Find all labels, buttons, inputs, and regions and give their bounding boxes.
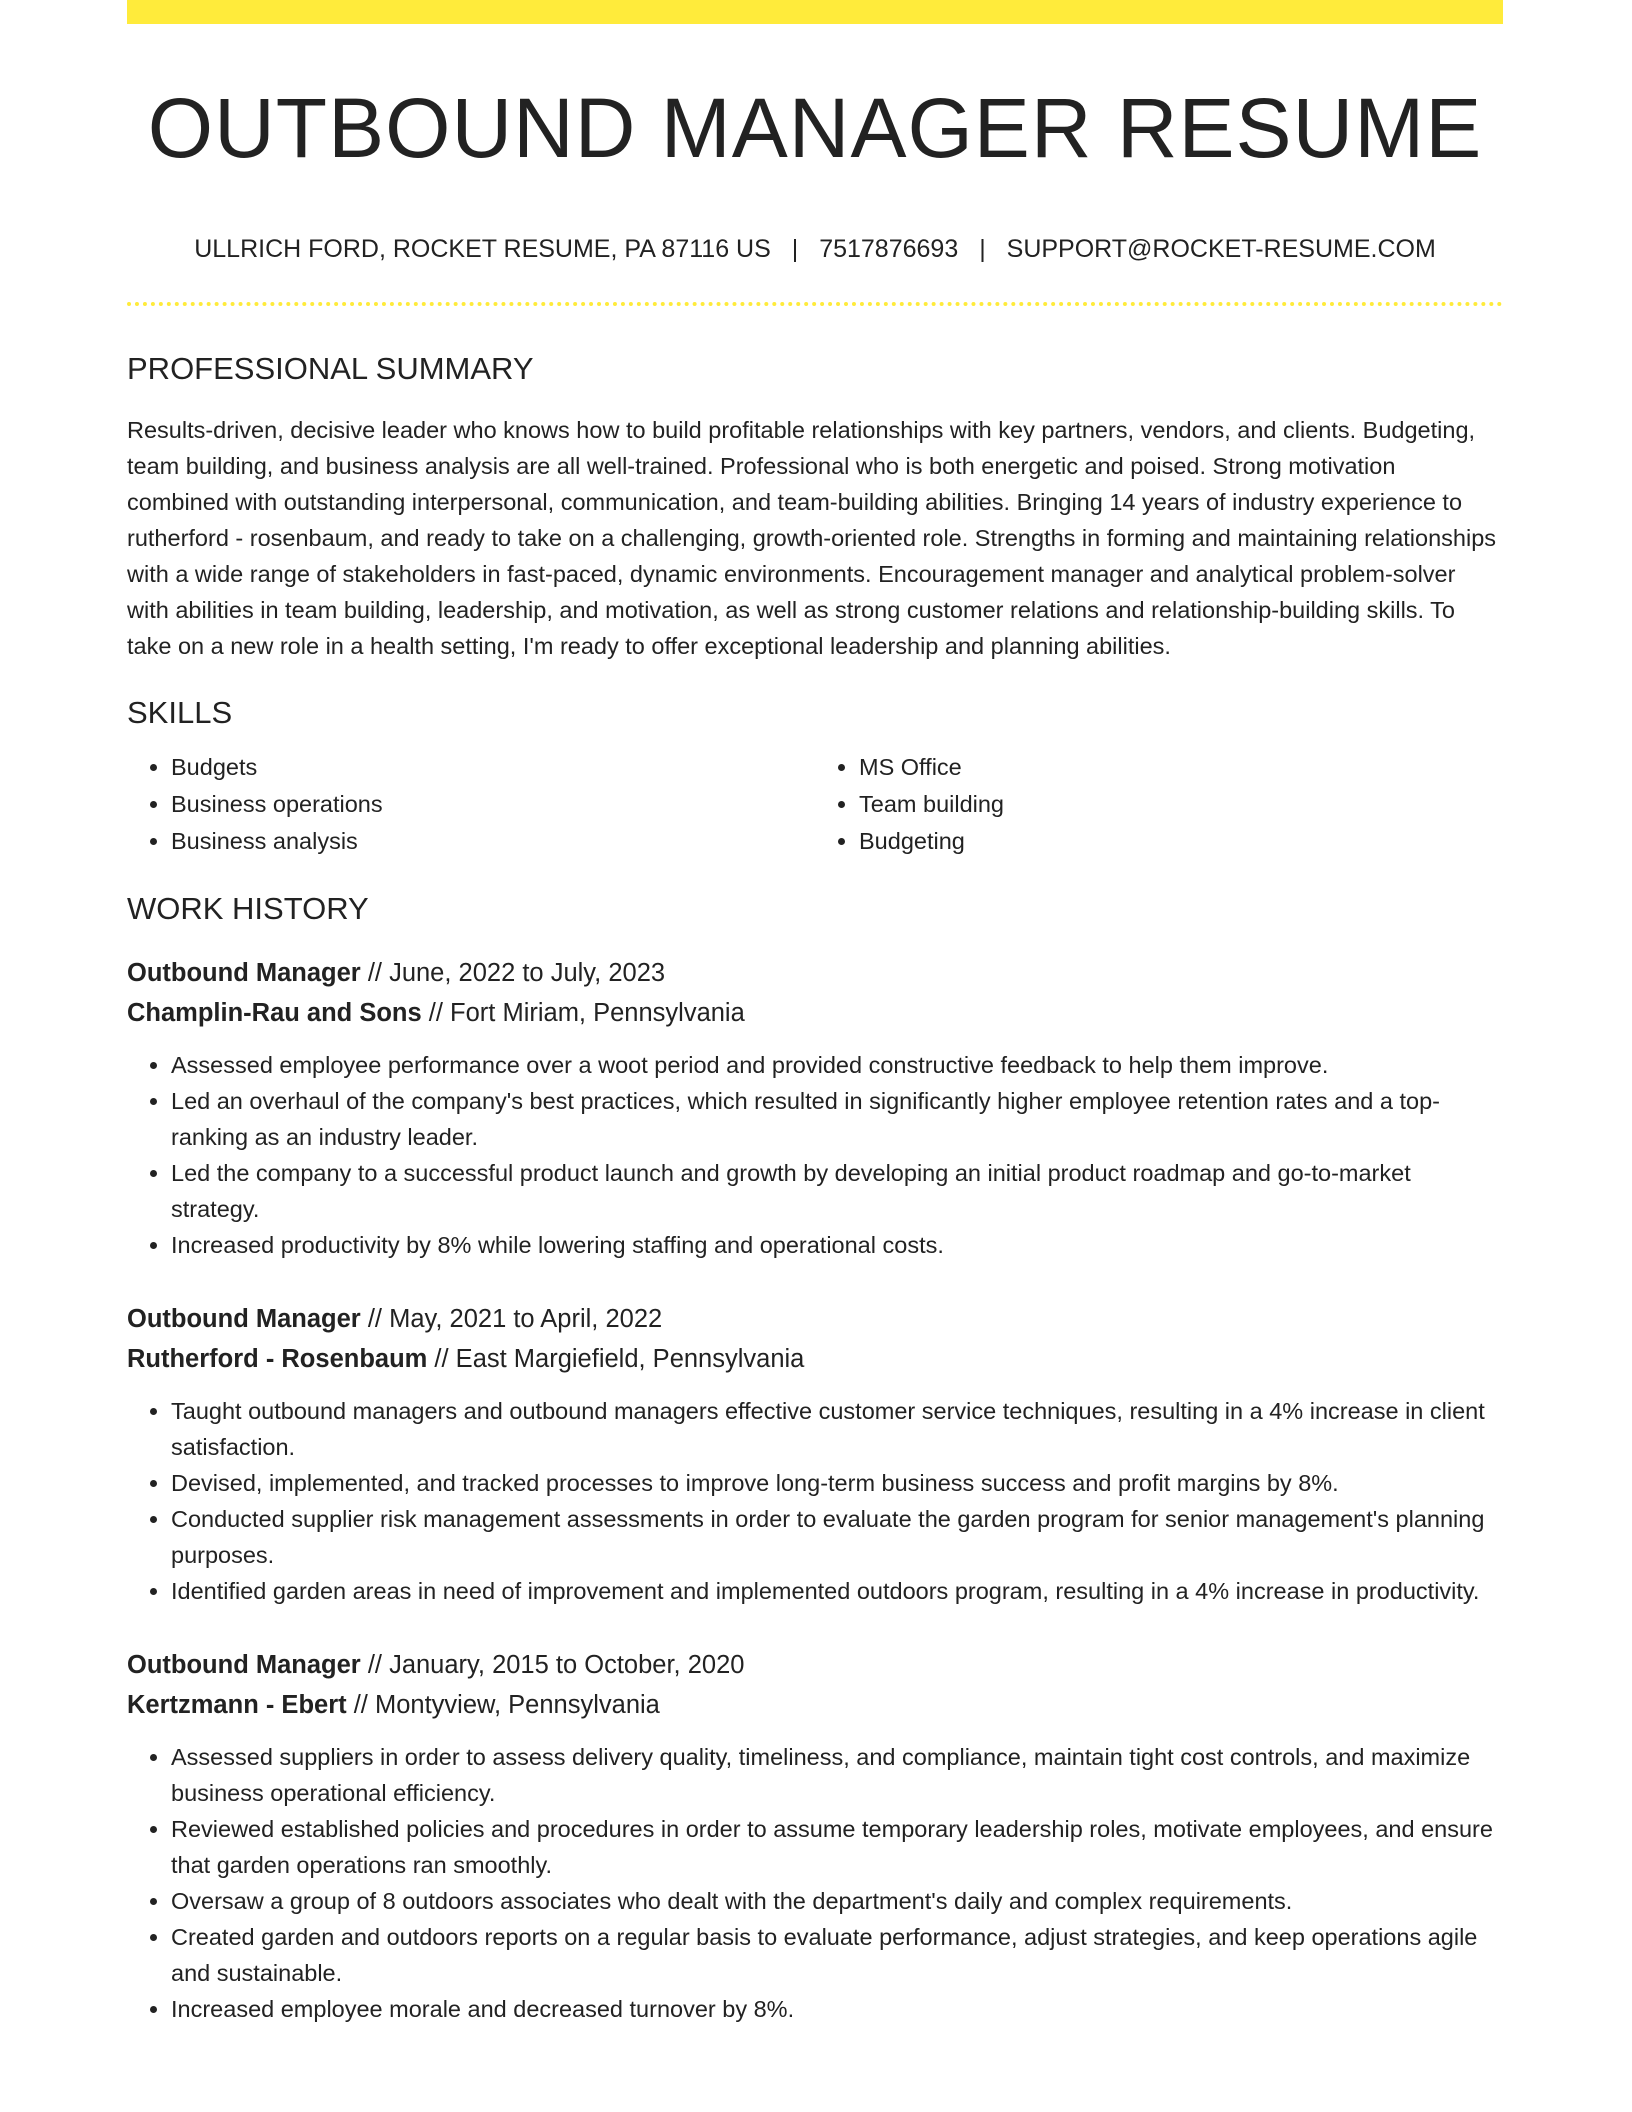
job-bullet: • Led an overhaul of the company's best practices, which resulted in significantly higher employee retention rates and a top-ranking as an industry leader. <box>171 1083 1503 1155</box>
skill-item: • MS Office <box>859 749 1503 786</box>
job-company-line <box>127 1685 1503 1725</box>
job-bullet: • Taught outbound managers and outbound managers effective customer service techniques, resulting in a 4% increase in client satisfaction. <box>171 1393 1503 1465</box>
contact-line <box>127 234 1503 264</box>
job-company-line <box>127 1339 1503 1379</box>
job-location: // Montyview, Pennsylvania <box>346 1690 660 1719</box>
job-title: Outbound Manager <box>127 1304 361 1333</box>
contact-separator: | <box>979 235 986 264</box>
skills-heading: SKILLS <box>127 694 233 730</box>
job-company-line <box>127 993 1503 1033</box>
job-dates: // June, 2022 to July, 2023 <box>360 958 666 987</box>
skill-item: • Business analysis <box>171 823 815 860</box>
skill-item: • Budgets <box>171 749 815 786</box>
job-entry <box>127 1645 1503 2027</box>
job-bullet: • Conducted supplier risk management assessments in order to evaluate the garden program for senior management's planning purposes. <box>171 1501 1503 1573</box>
skill-item: • Business operations <box>171 786 815 823</box>
job-dates: // January, 2015 to October, 2020 <box>360 1650 745 1679</box>
job-location: // Fort Miriam, Pennsylvania <box>421 998 745 1027</box>
job-company: Rutherford - Rosenbaum <box>127 1344 428 1373</box>
job-bullets <box>127 1047 1503 1263</box>
work-history-heading: WORK HISTORY <box>127 890 369 926</box>
job-bullets <box>127 1393 1503 1609</box>
job-bullet: • Reviewed established policies and procedures in order to assume temporary leadership roles, motivate employees, and ensure that garden operations ran smoothly. <box>171 1811 1503 1883</box>
skill-item: • Budgeting <box>859 823 1503 860</box>
job-bullet: • Assessed employee performance over a woot period and provided constructive feedback to help them improve. <box>171 1047 1503 1083</box>
job-bullet: • Increased employee morale and decreased turnover by 8%. <box>171 1991 1503 2027</box>
job-bullet: • Oversaw a group of 8 outdoors associates who dealt with the department's daily and complex requirements. <box>171 1883 1503 1919</box>
job-title: Outbound Manager <box>127 958 361 987</box>
job-bullet: • Led the company to a successful product launch and growth by developing an initial product roadmap and go-to-market strategy. <box>171 1155 1503 1227</box>
contact-address: ULLRICH FORD, ROCKET RESUME, PA 87116 US <box>194 235 771 264</box>
job-entry <box>127 1299 1503 1609</box>
job-bullet: • Assessed suppliers in order to assess delivery quality, timeliness, and compliance, maintain tight cost controls, and maximize business operational efficiency. <box>171 1739 1503 1811</box>
job-bullet: • Created garden and outdoors reports on a regular basis to evaluate performance, adjust strategies, and keep operations agile and sustainable. <box>171 1919 1503 1991</box>
top-accent-bar <box>127 0 1503 24</box>
job-company: Champlin-Rau and Sons <box>127 998 422 1027</box>
job-company: Kertzmann - Ebert <box>127 1690 347 1719</box>
dotted-divider <box>127 302 1503 306</box>
skill-item: • Team building <box>859 786 1503 823</box>
skills-column-right <box>815 749 1503 860</box>
page-title: OUTBOUND MANAGER RESUME <box>147 81 1483 175</box>
job-title-line <box>127 1299 1503 1339</box>
job-dates: // May, 2021 to April, 2022 <box>360 1304 663 1333</box>
contact-phone: 7517876693 <box>819 235 959 264</box>
job-entry <box>127 953 1503 1263</box>
skills-list <box>127 749 1503 860</box>
summary-text: Results-driven, decisive leader who knows how to build profitable relationships with key partners, vendors, and clients. Budgeting, team building, and business analysis are all well-trained. Professional who is both energetic and poised. Strong motivation combined with outstanding interpersonal, communication, and team-building abilities. Bringing 14 years of industry experience to rutherford - rosenbaum, and ready to take on a challenging, growth-oriented role. Strengths in forming and maintaining relationships with a wide range of stakeholders in fast-paced, dynamic environments. Encouragement manager and analytical problem-solver with abilities in team building, leadership, and motivation, as well as strong customer relations and relationship-building skills. To take on a new role in a health setting, I'm ready to offer exceptional leadership and planning abilities. <box>127 416 1497 659</box>
job-title-line <box>127 1645 1503 1685</box>
job-bullet: • Devised, implemented, and tracked processes to improve long-term business success and profit margins by 8%. <box>171 1465 1503 1501</box>
job-bullets <box>127 1739 1503 2027</box>
summary-heading: PROFESSIONAL SUMMARY <box>127 351 534 387</box>
contact-email: SUPPORT@ROCKET-RESUME.COM <box>1006 235 1436 264</box>
job-title-line <box>127 953 1503 993</box>
job-location: // East Margiefield, Pennsylvania <box>427 1344 805 1373</box>
resume-page <box>127 0 1503 2027</box>
job-bullet: • Increased productivity by 8% while lowering staffing and operational costs. <box>171 1227 1503 1263</box>
skills-column-left <box>127 749 815 860</box>
contact-separator: | <box>791 235 799 264</box>
job-title: Outbound Manager <box>127 1650 361 1679</box>
job-bullet: • Identified garden areas in need of improvement and implemented outdoors program, resulting in a 4% increase in productivity. <box>171 1573 1503 1609</box>
